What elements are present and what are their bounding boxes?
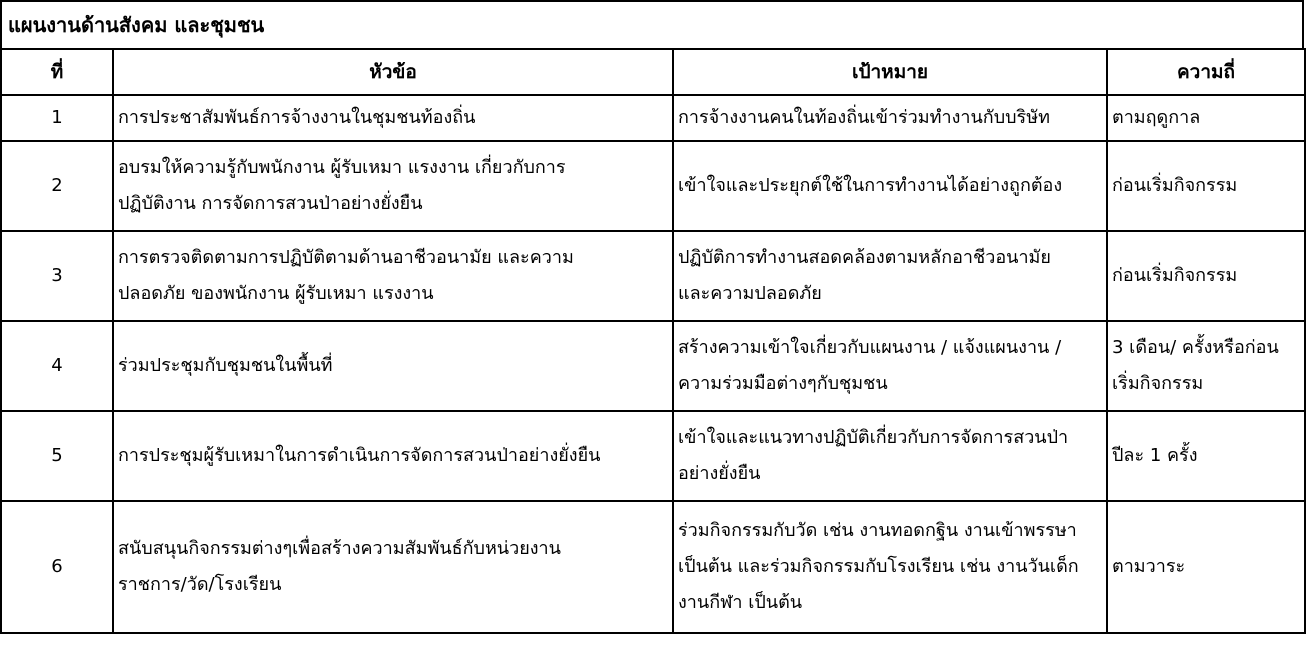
cell-num: 2 [1,141,113,231]
cell-frequency [1107,231,1305,321]
cell-frequency [1107,321,1305,411]
cell-goal-line: เป็นต้น และร่วมกิจกรรมกับโรงเรียน เช่น งานวันเด็ก [678,556,1079,577]
cell-frequency-line: ก่อนเริ่มกิจกรรม [1112,175,1238,196]
cell-topic-line: ปฏิบัติงาน การจัดการสวนป่าอย่างยั่งยืน [118,193,423,214]
cell-frequency [1107,411,1305,501]
cell-topic-line: ปลอดภัย ของพนักงาน ผู้รับเหมา แรงงาน [118,283,434,304]
table-row [1,95,1305,141]
plan-table [0,48,1306,634]
cell-topic-line: การประชาสัมพันธ์การจ้างงานในชุมชนท้องถิ่น [118,107,476,128]
cell-goal-line: ปฏิบัติการทำงานสอดคล้องตามหลักอาชีวอนามัย [678,247,1051,268]
cell-goal-line: งานกีฬา เป็นต้น [678,592,803,613]
table-row [1,321,1305,411]
table-row [1,231,1305,321]
cell-goal-line: และความปลอดภัย [678,283,822,304]
cell-goal [673,141,1107,231]
cell-frequency-line: ก่อนเริ่มกิจกรรม [1112,265,1238,286]
cell-topic [113,231,673,321]
cell-topic-line: การตรวจติดตามการปฏิบัติตามด้านอาชีวอนามัย และความ [118,247,574,268]
cell-num: 3 [1,231,113,321]
cell-num: 5 [1,411,113,501]
cell-frequency-line: ตามวาระ [1112,556,1186,577]
cell-goal-line: เข้าใจและแนวทางปฏิบัติเกี่ยวกับการจัดการสวนป่า [678,427,1069,448]
table-header-row [1,49,1305,95]
cell-frequency [1107,141,1305,231]
header-frequency: ความถี่ [1107,49,1305,95]
cell-num: 4 [1,321,113,411]
cell-topic [113,411,673,501]
cell-topic-line: ราชการ/วัด/โรงเรียน [118,574,282,595]
header-num: ที่ [1,49,113,95]
cell-goal [673,231,1107,321]
cell-topic-line: ร่วมประชุมกับชุมชนในพื้นที่ [118,355,333,376]
table-body [1,95,1305,633]
cell-goal-line: ความร่วมมือต่างๆกับชุมชน [678,373,888,394]
page-title: แผนงานด้านสังคม และชุมชน [0,0,1304,48]
cell-topic-line: สนับสนุนกิจกรรมต่างๆเพื่อสร้างความสัมพันธ์กับหน่วยงาน [118,538,561,559]
table-row [1,501,1305,633]
cell-goal [673,321,1107,411]
cell-goal [673,411,1107,501]
cell-frequency-line: ปีละ 1 ครั้ง [1112,445,1198,466]
header-topic: หัวข้อ [113,49,673,95]
cell-goal-line: สร้างความเข้าใจเกี่ยวกับแผนงาน / แจ้งแผนงาน / [678,337,1062,358]
table-row [1,141,1305,231]
cell-goal-line: อย่างยั่งยืน [678,463,761,484]
cell-goal [673,95,1107,141]
cell-goal [673,501,1107,633]
cell-goal-line: เข้าใจและประยุกต์ใช้ในการทำงานได้อย่างถูกต้อง [678,175,1063,196]
cell-num: 6 [1,501,113,633]
cell-topic-line: การประชุมผู้รับเหมาในการดำเนินการจัดการสวนป่าอย่างยั่งยืน [118,445,601,466]
cell-frequency [1107,95,1305,141]
cell-topic [113,501,673,633]
header-goal: เป้าหมาย [673,49,1107,95]
table-row [1,411,1305,501]
cell-frequency-line: เริ่มกิจกรรม [1112,373,1204,394]
cell-topic [113,95,673,141]
cell-frequency-line: 3 เดือน/ ครั้งหรือก่อน [1112,337,1279,358]
cell-goal-line: ร่วมกิจกรรมกับวัด เช่น งานทอดกฐิน งานเข้าพรรษา [678,520,1077,541]
cell-topic [113,321,673,411]
cell-topic [113,141,673,231]
cell-goal-line: การจ้างงานคนในท้องถิ่นเข้าร่วมทำงานกับบริษัท [678,107,1050,128]
cell-frequency-line: ตามฤดูกาล [1112,107,1201,128]
cell-num: 1 [1,95,113,141]
cell-topic-line: อบรมให้ความรู้กับพนักงาน ผู้รับเหมา แรงงาน เกี่ยวกับการ [118,157,566,178]
cell-frequency [1107,501,1305,633]
